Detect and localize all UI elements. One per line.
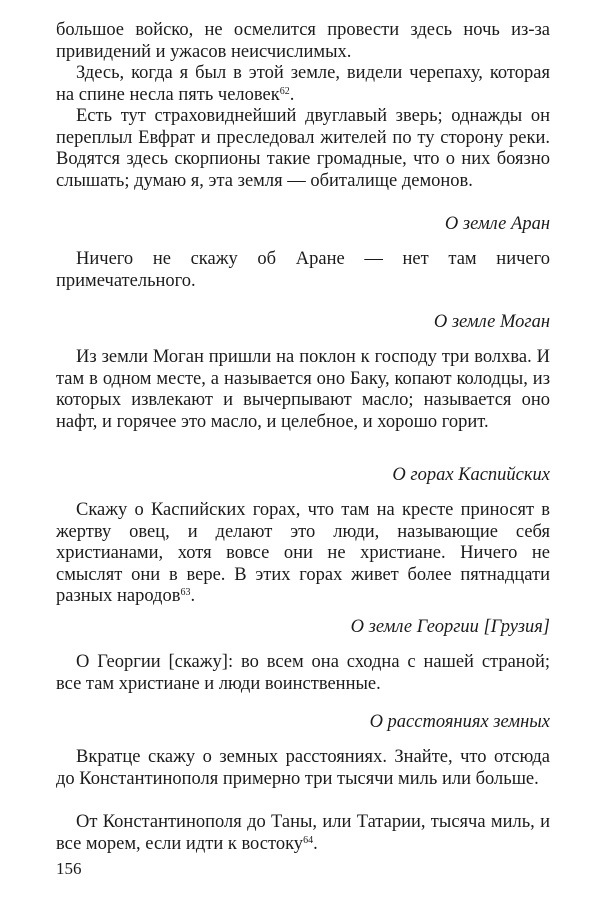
page-number: 156 (56, 859, 82, 878)
paragraph-georgia: О Георгии [скажу]: во всем она сходна с нашей страной; все там христиане и люди воинственные. (56, 652, 550, 694)
paragraph-turtle: Здесь, когда я был в этой земле, видели черепаху, которая на спине несла пять человек$^{62}$. (56, 63, 550, 105)
heading-mogan: О земле Моган (433, 312, 550, 332)
heading-georgia: О земле Георгии [Грузия] (350, 617, 550, 637)
footnote-ref: 64 (303, 834, 314, 846)
heading-aran: О земле Аран (444, 214, 550, 234)
paragraph-tana: От Константинополя до Таны, или Татарии, тысяча миль, и все морем, если идти к востоку$^{64}$. (56, 812, 550, 854)
paragraph-distances: Вкратце скажу о земных расстояниях. Знайте, что отсюда до Константинополя примерно три тысячи миль или больше. (56, 747, 550, 789)
heading-caspian: О горах Каспийских (392, 465, 550, 485)
footnote-ref: 62 (279, 85, 290, 97)
heading-distances: О расстояниях земных (369, 712, 550, 732)
paragraph-mogan: Из земли Моган пришли на поклон к господу три волхва. И там в одном месте, а называется оно Баку, копают колодцы, из которых извлекают и вычерпывают масло; называется оно нафт, и горячее это масло, и целебное, и хорошо горит. (56, 347, 550, 432)
paragraph-continuation: большое войско, не осмелится провести здесь ночь из-за привидений и ужасов неисчислимых. (56, 20, 550, 62)
paragraph-aran: Ничего не скажу об Аране — нет там ничего примечательного. (56, 249, 550, 291)
paragraph-caspian: Скажу о Каспийских горах, что там на кресте приносят в жертву овец, и делают это люди, называющие себя христианами, хотя вовсе они не христиане. Ничего не смыслят они в вере. В этих горах живет более пятнадцати разных народов$^{63}$. (56, 500, 550, 607)
paragraph-beast: Есть тут страховиднейший двуглавый зверь; однажды он переплыл Евфрат и преследовал жителей по ту сторону реки. Водятся здесь скорпионы такие громадные, что о них боязно слышать; думаю я, эта земля — обиталище демонов. (56, 106, 550, 191)
footnote-ref: 63 (180, 587, 191, 599)
